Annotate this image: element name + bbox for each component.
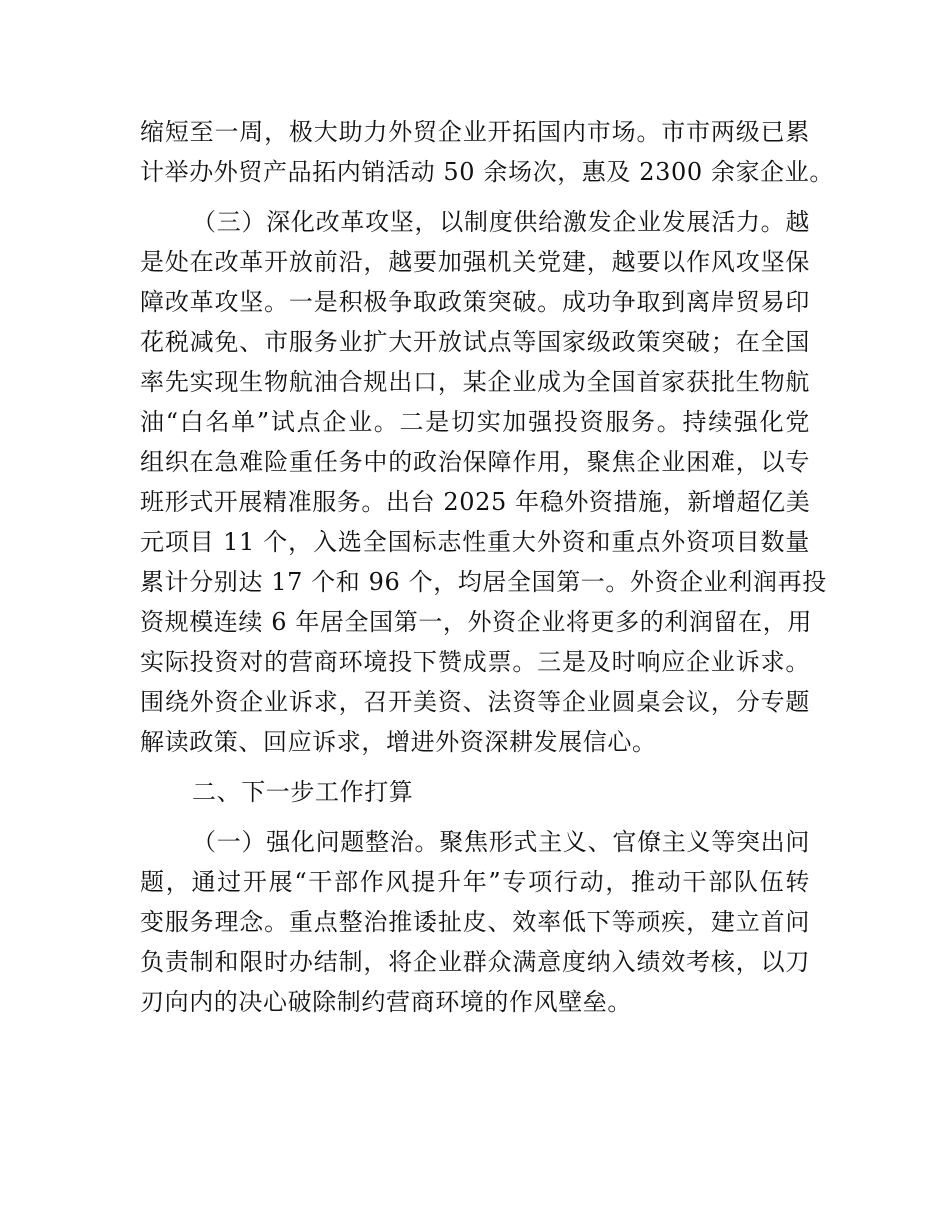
- text-line: 实际投资对的营商环境投下赞成票。三是及时响应企业诉求。: [140, 648, 810, 676]
- section-heading: [140, 772, 810, 812]
- text-line: 累计分别达 17 个和 96 个，均居全国第一。外资企业利润再投: [140, 568, 827, 596]
- text-line: 率先实现生物航油合规出口，某企业成为全国首家获批生物航: [140, 368, 810, 396]
- text-line: 变服务理念。重点整治推诿扯皮、效率低下等顽疾，建立首问: [140, 908, 810, 936]
- text-line: 花税减免、市服务业扩大开放试点等国家级政策突破；在全国: [140, 328, 810, 356]
- text-line: 是处在改革开放前沿，越要加强机关党建，越要以作风攻坚保: [140, 248, 810, 276]
- text-line: 油“白名单”试点企业。二是切实加强投资服务。持续强化党: [140, 408, 810, 436]
- text-line: 围绕外资企业诉求，召开美资、法资等企业圆桌会议，分专题: [140, 688, 810, 716]
- text-line: 负责制和限时办结制，将企业群众满意度纳入绩效考核，以刀: [140, 948, 810, 976]
- paragraph-rectification: [140, 822, 810, 1022]
- text-line: 刃向内的决心破除制约营商环境的作风壁垒。: [140, 988, 632, 1016]
- text-line: 解读政策、回应诉求，增进外资深耕发展信心。: [140, 728, 657, 756]
- text-line: 资规模连续 6 年居全国第一，外资企业将更多的利润留在，用: [140, 608, 812, 636]
- text-line: 组织在急难险重任务中的政治保障作用，聚焦企业困难，以专: [140, 448, 810, 476]
- text-line: 障改革攻坚。一是积极争取政策突破。成功争取到离岸贸易印: [140, 288, 810, 316]
- text-line: 班形式开展精准服务。出台 2025 年稳外资措施，新增超亿美: [140, 488, 811, 516]
- text-line: 计举办外贸产品拓内销活动 50 余场次，惠及 2300 余家企业。: [140, 158, 834, 186]
- text-line: 题，通过开展“干部作风提升年”专项行动，推动干部队伍转: [140, 868, 810, 896]
- text-line: 元项目 11 个，入选全国标志性重大外资和重点外资项目数量: [140, 528, 810, 556]
- paragraph-reform: [140, 202, 827, 762]
- paragraph-domestic-sales: [140, 112, 834, 192]
- text-line: （一）强化问题整治。聚焦形式主义、官僚主义等突出问: [192, 828, 810, 856]
- heading-text: 二、下一步工作打算: [192, 778, 414, 806]
- text-line: 缩短至一周，极大助力外贸企业开拓国内市场。市市两级已累: [140, 118, 810, 146]
- document-body: [140, 112, 834, 1022]
- text-line: （三）深化改革攻坚，以制度供给激发企业发展活力。越: [192, 208, 810, 236]
